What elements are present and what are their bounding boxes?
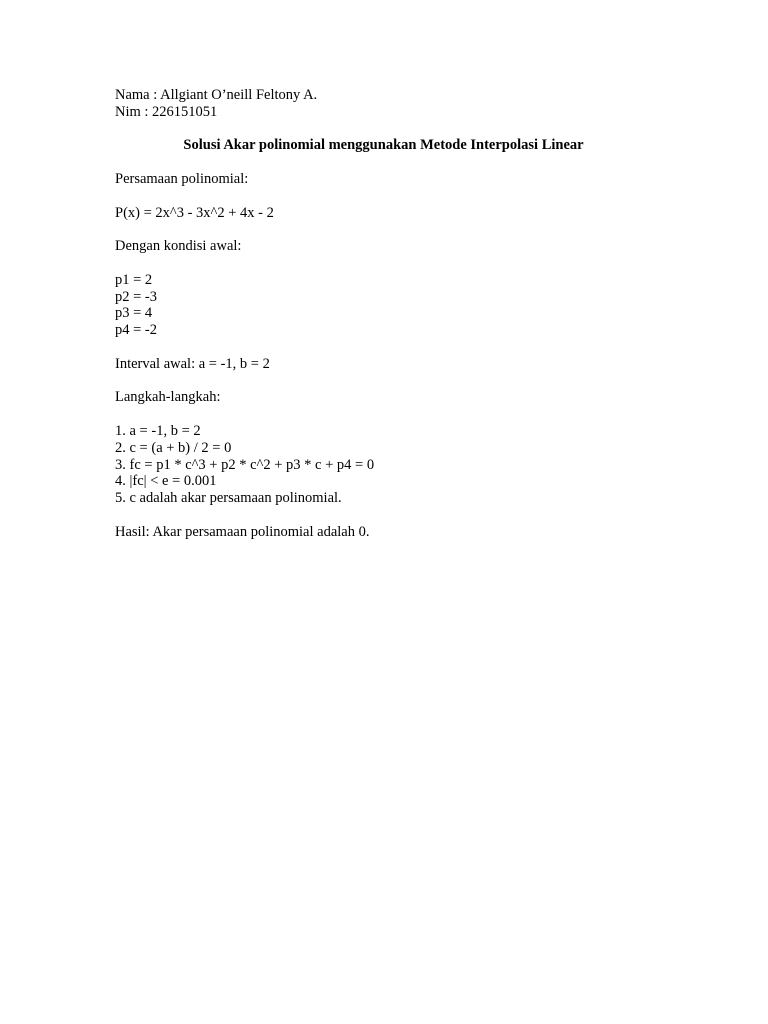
step-item: 5. c adalah akar persamaan polinomial. — [115, 490, 342, 507]
step-item: 1. a = -1, b = 2 — [115, 422, 201, 439]
result-text: Hasil: Akar persamaan polinomial adalah 0. — [115, 523, 370, 540]
student-id: Nim : 226151051 — [115, 103, 218, 120]
condition-item: p4 = -2 — [115, 322, 158, 339]
spacer — [115, 188, 675, 205]
spacer — [115, 339, 675, 356]
initial-conditions-label: Dengan kondisi awal: — [115, 238, 242, 255]
step-item: 3. fc = p1 * c^3 + p2 * c^2 + p3 * c + p4 = 0 — [115, 456, 375, 473]
spacer — [115, 154, 675, 171]
polynomial-equation: P(x) = 2x^3 - 3x^2 + 4x - 2 — [115, 204, 274, 221]
step-item: 2. c = (a + b) / 2 = 0 — [115, 439, 232, 456]
spacer — [115, 255, 675, 272]
condition-item: p1 = 2 — [115, 271, 153, 288]
condition-item: p2 = -3 — [115, 288, 158, 305]
spacer — [115, 221, 675, 238]
spacer — [115, 373, 675, 390]
steps-label: Langkah-langkah: — [115, 389, 221, 406]
document-page — [115, 87, 675, 541]
condition-item: p3 = 4 — [115, 305, 153, 322]
step-item: 4. |fc| < e = 0.001 — [115, 473, 217, 490]
polynomial-label: Persamaan polinomial: — [115, 170, 249, 187]
spacer — [115, 507, 675, 524]
interval-text: Interval awal: a = -1, b = 2 — [115, 355, 270, 372]
student-name: Nama : Allgiant O’neill Feltony A. — [115, 87, 318, 103]
spacer — [115, 406, 675, 423]
spacer — [115, 121, 675, 138]
document-title: Solusi Akar polinomial menggunakan Metode Interpolasi Linear — [183, 137, 584, 154]
